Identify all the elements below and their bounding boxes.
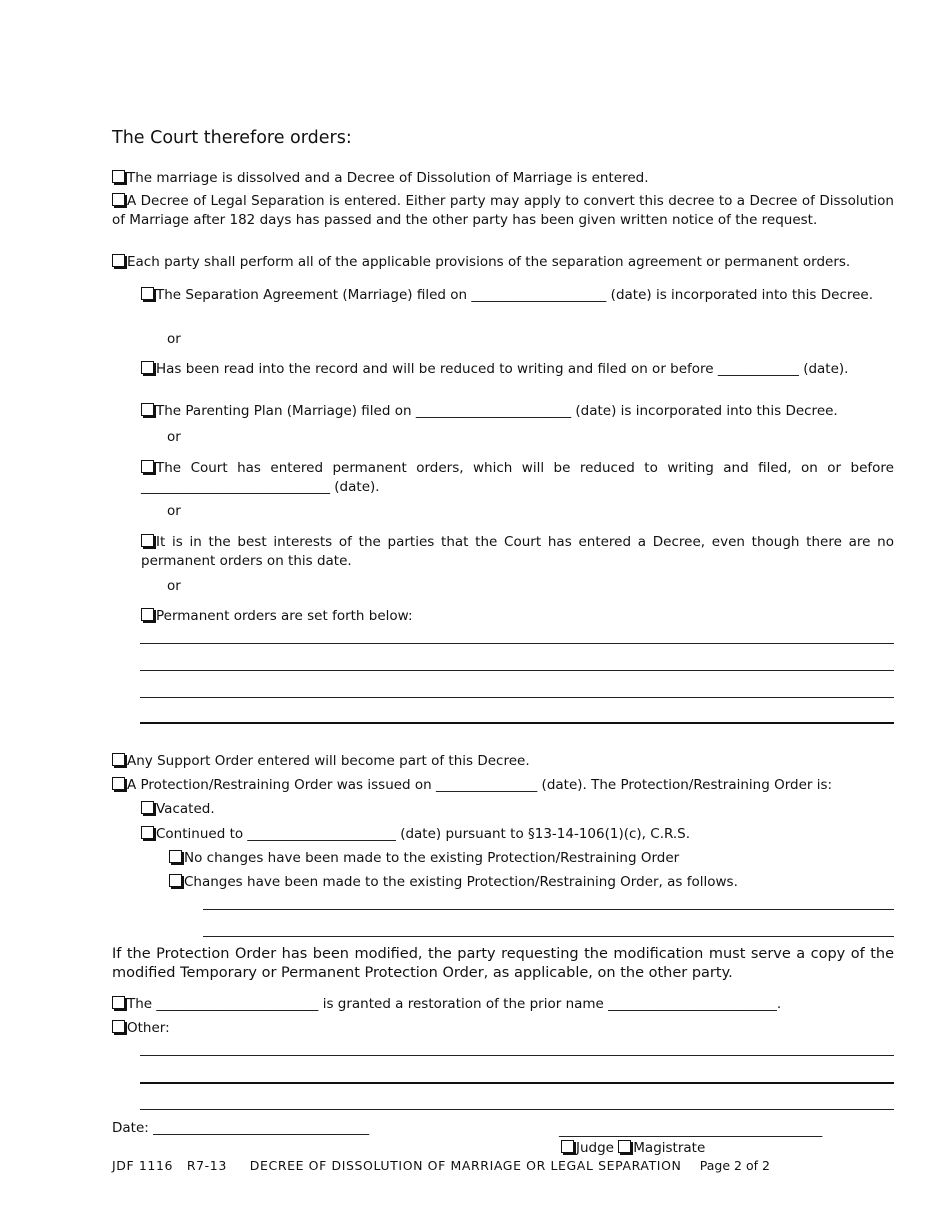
item-vacated-text: Vacated.: [156, 801, 215, 817]
footer-form-id: JDF 1116: [112, 1158, 174, 1173]
checkbox-support-order[interactable]: [112, 753, 125, 766]
checkbox-legal-separation[interactable]: [112, 193, 125, 206]
item-dissolved-text: The marriage is dissolved and a Decree of Dissolution of Marriage is entered.: [127, 170, 649, 186]
item-best-interests: [141, 533, 894, 571]
item-no-changes: [169, 849, 894, 868]
checkbox-changes[interactable]: [169, 874, 182, 887]
magistrate-label: Magistrate: [633, 1140, 706, 1156]
checkbox-permanent-orders-entered[interactable]: [141, 460, 154, 473]
checkbox-protection-issued[interactable]: [112, 777, 125, 790]
footer-page: Page 2 of 2: [699, 1158, 770, 1173]
item-permanent-orders-entered: [141, 459, 894, 497]
page-heading: The Court therefore orders:: [112, 128, 352, 148]
item-separation-agreement-text: The Separation Agreement (Marriage) filed on ____________________ (date) is incorporated into this Decree.: [156, 287, 874, 303]
item-protection-issued: [112, 776, 894, 795]
item-permanent-orders-entered-text: The Court has entered permanent orders, which will be reduced to writing and filed, on or before ____________________________ (date).: [141, 460, 894, 495]
write-in-line[interactable]: [140, 722, 894, 724]
item-dissolved: [112, 169, 894, 188]
item-changes: [169, 873, 894, 892]
item-name-restoration-text: The ________________________ is granted a restoration of the prior name _________________________.: [127, 996, 782, 1012]
checkbox-perform[interactable]: [112, 254, 125, 267]
signer-role: [561, 1139, 705, 1158]
write-in-line[interactable]: [203, 909, 894, 910]
item-other: [112, 1019, 894, 1038]
checkbox-separation-agreement[interactable]: [141, 287, 154, 300]
item-best-interests-text: It is in the best interests of the parties that the Court has entered a Decree, even though there are no permanent orders on this date.: [141, 534, 894, 569]
checkbox-name-restoration[interactable]: [112, 996, 125, 1009]
item-continued-text: Continued to ______________________ (date) pursuant to §13-14-106(1)(c), C.R.S.: [156, 826, 691, 842]
item-permanent-below: [141, 607, 894, 626]
item-support-order: [112, 752, 894, 771]
date-label: Date:: [112, 1120, 149, 1136]
write-in-line[interactable]: [140, 1109, 894, 1110]
footer-title: DECREE OF DISSOLUTION OF MARRIAGE OR LEGAL SEPARATION: [249, 1158, 682, 1173]
item-parenting-plan: [141, 402, 894, 421]
item-changes-text: Changes have been made to the existing Protection/Restraining Order, as follows.: [184, 874, 738, 890]
checkbox-parenting-plan[interactable]: [141, 403, 154, 416]
item-legal-separation: [112, 192, 894, 230]
or-label-2: or: [167, 429, 181, 445]
item-continued: [141, 825, 894, 844]
item-legal-separation-text: A Decree of Legal Separation is entered. Either party may apply to convert this decree to a Decree of Dissolution of Marriage after 182 days has passed and the other party has been given written notice of the request.: [112, 193, 894, 228]
footer-revision: R7-13: [186, 1158, 227, 1173]
item-read-into-record: [141, 360, 894, 379]
write-in-line[interactable]: [203, 936, 894, 937]
or-label-3: or: [167, 503, 181, 519]
or-label-4: or: [167, 578, 181, 594]
judge-label: Judge: [576, 1140, 614, 1156]
item-perform-text: Each party shall perform all of the applicable provisions of the separation agreement or permanent orders.: [127, 254, 851, 270]
checkbox-magistrate[interactable]: [618, 1140, 631, 1153]
item-parenting-plan-text: The Parenting Plan (Marriage) filed on _______________________ (date) is incorporated into this Decree.: [156, 403, 838, 419]
item-protection-issued-text: A Protection/Restraining Order was issued on _______________ (date). The Protection/Restraining Order is:: [127, 777, 833, 793]
checkbox-other[interactable]: [112, 1020, 125, 1033]
checkbox-best-interests[interactable]: [141, 534, 154, 547]
checkbox-continued[interactable]: [141, 826, 154, 839]
write-in-line[interactable]: [140, 1082, 894, 1084]
item-separation-agreement: [141, 286, 894, 305]
checkbox-vacated[interactable]: [141, 801, 154, 814]
checkbox-permanent-below[interactable]: [141, 608, 154, 621]
item-permanent-below-text: Permanent orders are set forth below:: [156, 608, 413, 624]
item-other-text: Other:: [127, 1020, 170, 1036]
date-field: [112, 1119, 369, 1138]
write-in-line[interactable]: [140, 670, 894, 671]
checkbox-judge[interactable]: [561, 1140, 574, 1153]
write-in-line[interactable]: [140, 643, 894, 644]
or-label-1: or: [167, 331, 181, 347]
item-read-into-record-text: Has been read into the record and will be reduced to writing and filed on or before ____________ (date).: [156, 361, 849, 377]
signature-line[interactable]: _______________________________________: [559, 1122, 823, 1138]
item-no-changes-text: No changes have been made to the existing Protection/Restraining Order: [184, 850, 680, 866]
item-vacated: [141, 800, 894, 819]
checkbox-dissolved[interactable]: [112, 170, 125, 183]
modification-notice: If the Protection Order has been modified, the party requesting the modification must serve a copy of the modified Temporary or Permanent Protection Order, as applicable, on the other party.: [112, 946, 894, 981]
checkbox-read-into-record[interactable]: [141, 361, 154, 374]
date-line[interactable]: ________________________________: [153, 1120, 370, 1136]
write-in-line[interactable]: [140, 1055, 894, 1056]
item-name-restoration: [112, 995, 894, 1014]
item-perform: [112, 253, 894, 272]
item-support-order-text: Any Support Order entered will become part of this Decree.: [127, 753, 530, 769]
write-in-line[interactable]: [140, 697, 894, 698]
checkbox-no-changes[interactable]: [169, 850, 182, 863]
page-footer: [112, 1158, 770, 1173]
